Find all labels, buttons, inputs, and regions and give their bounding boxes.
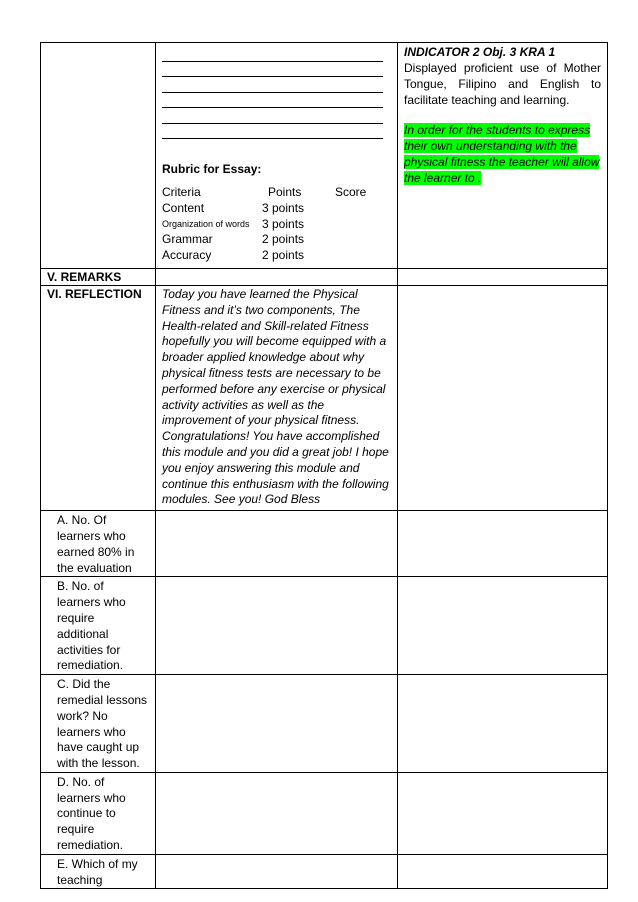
reflection-row xyxy=(41,285,608,510)
question-cell xyxy=(41,675,156,773)
question-answer-cell xyxy=(156,511,398,577)
rubric-row-item xyxy=(162,217,397,233)
question-indicator-cell xyxy=(398,675,608,773)
question-answer-cell xyxy=(156,854,398,889)
answer-line xyxy=(162,124,383,140)
question-text: D. No. of learners who continue to require remediation. xyxy=(57,774,126,853)
answer-lines xyxy=(156,43,397,139)
question-indicator-cell xyxy=(398,577,608,675)
question-text: E. Which of my teaching xyxy=(57,856,138,887)
rubric-criteria: Grammar xyxy=(162,232,213,247)
rubric-table xyxy=(156,177,397,268)
rubric-row xyxy=(41,43,608,269)
question-row xyxy=(41,511,608,577)
answer-line xyxy=(162,77,383,93)
indicator-cell xyxy=(398,43,608,269)
question-indicator-cell xyxy=(398,511,608,577)
rubric-header-criteria: Criteria xyxy=(162,185,201,199)
rubric-points: 2 points xyxy=(262,248,305,263)
answer-line xyxy=(162,93,383,109)
remarks-indicator-cell xyxy=(398,268,608,285)
remarks-cell xyxy=(156,268,398,285)
remarks-row xyxy=(41,268,608,285)
rubric-cell xyxy=(156,43,398,269)
answer-line xyxy=(162,62,383,78)
reflection-indicator-cell xyxy=(398,285,608,510)
question-row xyxy=(41,854,608,889)
rubric-criteria: Content xyxy=(162,200,205,215)
reflection-label: VI. REFLECTION xyxy=(47,286,142,301)
indicator-text: Displayed proficient use of Mother Tongue, Filipino and English to facilitate teaching and learning. xyxy=(404,61,601,107)
question-row xyxy=(41,577,608,675)
answer-line xyxy=(162,46,383,62)
question-row xyxy=(41,772,608,854)
rubric-header-points: Points xyxy=(268,185,302,199)
indicator-highlight-block xyxy=(404,122,601,186)
rubric-row-item xyxy=(162,201,397,217)
question-answer-cell xyxy=(156,577,398,675)
question-indicator-cell xyxy=(398,772,608,854)
reflection-cell xyxy=(156,285,398,510)
indicator-highlight: In order for the students to express their own understanding with the physical fitness the teacher will allow the learner to . xyxy=(404,123,600,185)
question-row xyxy=(41,675,608,773)
rubric-points: 2 points xyxy=(262,232,305,247)
question-answer-cell xyxy=(156,772,398,854)
question-cell xyxy=(41,577,156,675)
answer-line xyxy=(162,108,383,124)
rubric-points: 3 points xyxy=(262,216,305,231)
remarks-label: V. REMARKS xyxy=(47,269,122,284)
rubric-header-score: Score xyxy=(335,185,367,199)
rubric-criteria: Organization of words xyxy=(162,218,250,229)
question-text: B. No. of learners who require additional activities for remediation. xyxy=(57,579,126,673)
lesson-plan-table xyxy=(40,42,608,889)
rubric-points: 3 points xyxy=(262,200,305,215)
question-text: A. No. Of learners who earned 80% in the evaluation xyxy=(57,513,135,575)
empty-label-cell xyxy=(41,43,156,269)
question-indicator-cell xyxy=(398,854,608,889)
question-text: C. Did the remedial lessons work? No learners who have caught up with the lesson. xyxy=(57,677,148,771)
question-cell xyxy=(41,854,156,889)
rubric-row-item xyxy=(162,248,397,264)
indicator-title: INDICATOR 2 Obj. 3 KRA 1 xyxy=(404,45,556,59)
reflection-label-cell xyxy=(41,285,156,510)
reflection-text: Today you have learned the Physical Fitness and it’s two components, The Health-related and Skill-related Fitness hopefully you will become equipped with a broader applied knowledge about why physical fitness tests are necessary to be performed before any exercise or physical activity activities as well as the improvement of your physical fitness. Congratulations! You have accomplished this module and you did a great job! I hope you enjoy answering this module and continue this enthusiasm with the following modules. See you! God Bless xyxy=(162,286,389,507)
question-cell xyxy=(41,772,156,854)
rubric-title: Rubric for Essay: xyxy=(162,162,262,176)
question-cell xyxy=(41,511,156,577)
question-answer-cell xyxy=(156,675,398,773)
rubric-header-row xyxy=(162,185,397,201)
rubric-criteria: Accuracy xyxy=(162,248,212,263)
indicator-block xyxy=(398,43,607,186)
remarks-label-cell xyxy=(41,268,156,285)
rubric-row-item xyxy=(162,232,397,248)
